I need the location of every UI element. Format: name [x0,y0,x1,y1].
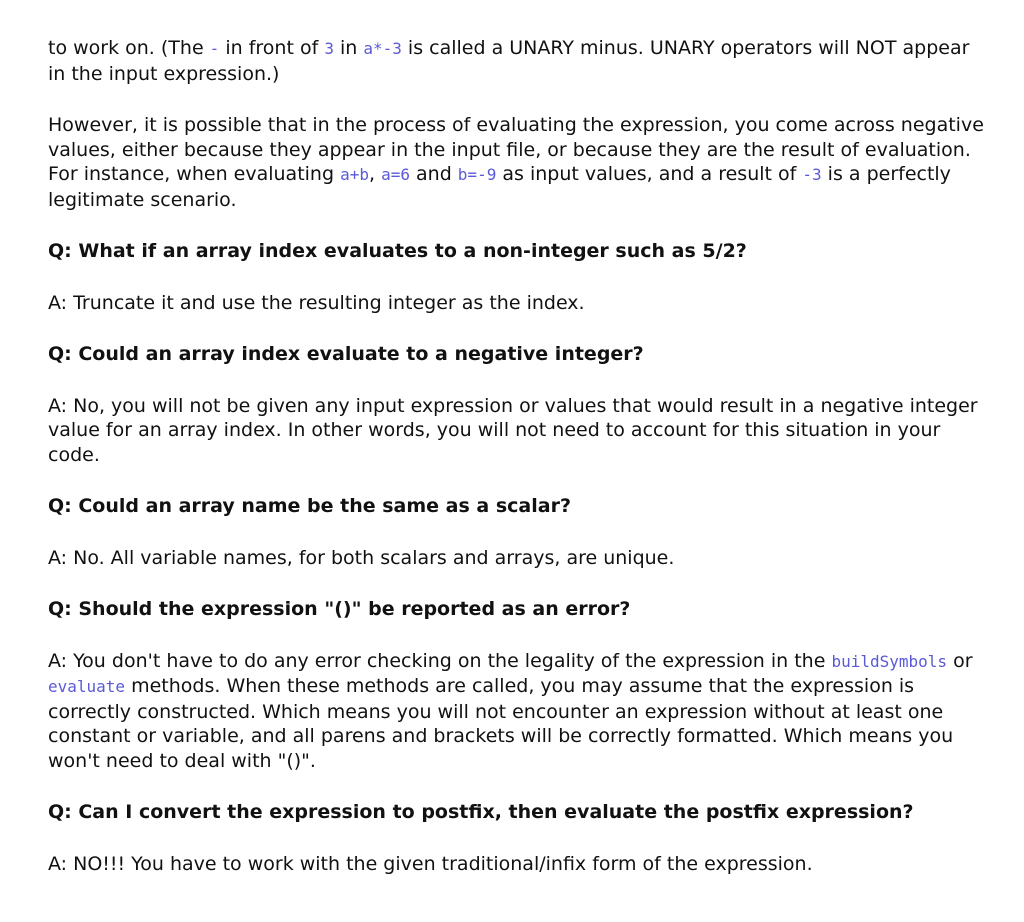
faq-question-empty-parens: Q: Should the expression "()" be reported as an error? [48,598,631,620]
text-run: to work on. (The [48,37,210,59]
faq-question-non-integer-index: Q: What if an array index evaluates to a non-integer such as 5/2? [48,240,747,262]
document-body [48,36,988,903]
faq-answer-negative-index: A: No, you will not be given any input expression or values that would result in a negative integer value for an array index. In other words, you will not need to account for this situation in your code. [48,394,978,466]
text-run: or [947,649,973,672]
text-run: in [333,37,364,59]
text-run: and [409,163,458,185]
faq-question-postfix: Q: Can I convert the expression to postfix, then evaluate the postfix expression? [48,801,914,823]
code-evaluate: evaluate [48,677,126,696]
text-run: , [368,163,382,185]
text-run: is a perfectly legitimate scenario. [48,163,951,211]
text-run: as input values, and a result of [496,163,803,185]
text-run: is called a UNARY minus. UNARY operators will NOT appear in the input expression.) [48,37,970,85]
faq-question-array-name-scalar: Q: Could an array name be the same as a scalar? [48,495,571,517]
faq-answer-non-integer-index: A: Truncate it and use the resulting integer as the index. [48,291,585,314]
code-minus: - [209,39,220,58]
code-minus-three: -3 [802,165,822,184]
faq-answer-array-name-scalar: A: No. All variable names, for both scalars and arrays, are unique. [48,546,675,569]
code-three: 3 [324,39,334,58]
code-a-equals-six: a=6 [381,165,410,184]
faq-answer-postfix: A: NO!!! You have to work with the given traditional/infix form of the expression. [48,852,813,875]
code-a-plus-b: a+b [340,165,369,184]
text-run: However, it is possible that in the process of evaluating the expression, you come across negative values, either because they appear in the input file, or because they are the result of evaluation. For instance, when evaluating [48,114,984,185]
faq-answer-empty-parens [48,649,988,774]
text-run: methods. When these methods are called, you may assume that the expression is correctly constructed. Which means you will not encounter an expression without at least one constant or variable, and all parens and brackets will be correctly formatted. Which means you won't need to deal with "()". [48,675,954,772]
negative-values-paragraph [48,113,988,212]
code-buildsymbols: buildSymbols [831,651,948,671]
faq-question-negative-index: Q: Could an array index evaluate to a negative integer? [48,343,644,365]
code-b-equals-minus-nine: b=-9 [457,165,497,184]
text-run: in front of [219,37,325,59]
unary-minus-paragraph [48,36,988,86]
code-a-times-minus-three: a*-3 [363,39,402,58]
text-run: A: You don't have to do any error checking on the legality of the expression in the [48,649,832,672]
